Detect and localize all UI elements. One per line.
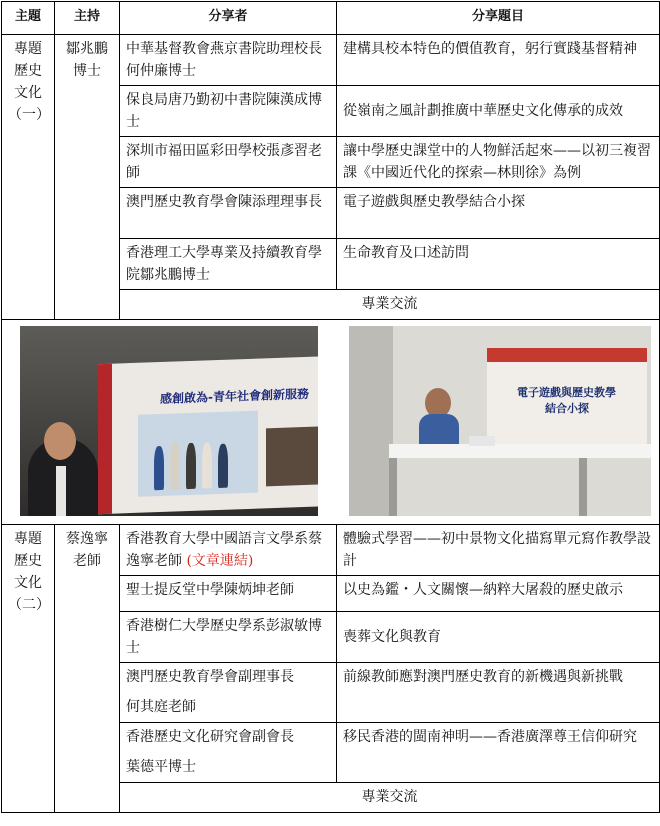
speaker-cell bbox=[120, 525, 337, 576]
header-speaker: 分享者 bbox=[120, 2, 337, 35]
speaker-line: 澳門歷史教育學會副理事長 bbox=[126, 669, 294, 685]
topic-cell: 建構具校本特色的價值教育，躬行實踐基督精神 bbox=[337, 35, 660, 86]
host-line: 老師 bbox=[73, 553, 101, 569]
speaker-text: 香港教育大學中國語言文學系蔡逸寧老師 bbox=[126, 531, 322, 569]
table-row bbox=[2, 525, 660, 576]
topic-cell: 以史為鑑・人文關懷—納粹大屠殺的歷史啟示 bbox=[337, 576, 660, 612]
speaker-cell: 保良局唐乃勤初中書院陳漢成博士 bbox=[120, 86, 337, 137]
header-row bbox=[2, 2, 660, 35]
theme-line: 文化 bbox=[14, 85, 42, 101]
topic-cell: 前線教師應對澳門歷史教育的新機遇與新挑戰 bbox=[337, 663, 660, 723]
article-link[interactable]: (文章連結) bbox=[186, 553, 254, 569]
header-topic: 分享題目 bbox=[337, 2, 660, 35]
topic-cell: 從嶺南之風計劃推廣中華歷史文化傳承的成效 bbox=[337, 86, 660, 137]
seminar-photo-right bbox=[349, 326, 651, 516]
speaker-cell: 澳門歷史教育學會陳添理理事長 bbox=[120, 188, 337, 239]
header-theme: 主題 bbox=[2, 2, 55, 35]
topic-cell: 電子遊戲與歷史教學結合小探 bbox=[337, 188, 660, 239]
speaker-cell bbox=[120, 723, 337, 783]
topic-cell: 體驗式學習——初中景物文化描寫單元寫作教學設計 bbox=[337, 525, 660, 576]
theme-line: 文化 bbox=[14, 575, 42, 591]
speaker-line: 何其庭老師 bbox=[126, 699, 196, 715]
slide-title-line1: 電子遊戲與歷史教學 bbox=[517, 386, 616, 399]
speaker-cell bbox=[120, 663, 337, 723]
header-host: 主持 bbox=[55, 2, 120, 35]
theme-line: 歷史 bbox=[14, 553, 42, 569]
speaker-line: 香港歷史文化研究會副會長 bbox=[126, 729, 294, 745]
topic-cell: 生命教育及口述訪問 bbox=[337, 239, 660, 290]
topic-cell: 移民香港的閩南神明——香港廣澤尊王信仰研究 bbox=[337, 723, 660, 783]
photos-cell bbox=[2, 320, 660, 525]
seminar-photo-left bbox=[20, 326, 318, 516]
topic-cell: 讓中學歷史課堂中的人物鮮活起來——以初三複習課《中國近代化的探索—林則徐》為例 bbox=[337, 137, 660, 188]
theme-line: 專題 bbox=[14, 531, 42, 547]
section2-host bbox=[55, 525, 120, 813]
professional-exchange: 專業交流 bbox=[120, 290, 660, 320]
speaker-cell: 香港樹仁大學歷史學系彭淑敏博士 bbox=[120, 612, 337, 663]
host-line: 博士 bbox=[73, 63, 101, 79]
topic-cell: 喪葬文化與教育 bbox=[337, 612, 660, 663]
theme-line: 歷史 bbox=[14, 63, 42, 79]
theme-line: （二） bbox=[8, 597, 50, 613]
speaker-cell: 香港理工大學專業及持續教育學院鄒兆鵬博士 bbox=[120, 239, 337, 290]
theme-line: 專題 bbox=[14, 41, 42, 57]
host-line: 蔡逸寧 bbox=[66, 531, 108, 547]
section2-theme bbox=[2, 525, 55, 813]
section1-theme bbox=[2, 35, 55, 320]
section1-host bbox=[55, 35, 120, 320]
speaker-cell: 中華基督教會燕京書院助理校長何仲廉博士 bbox=[120, 35, 337, 86]
professional-exchange: 專業交流 bbox=[120, 783, 660, 813]
speaker-line: 葉德平博士 bbox=[126, 759, 196, 775]
host-line: 鄒兆鵬 bbox=[66, 41, 108, 57]
photos-row bbox=[2, 320, 660, 525]
seminar-table bbox=[1, 1, 660, 813]
theme-line: （一） bbox=[8, 107, 50, 123]
speaker-cell: 深圳市福田區彩田學校張彥習老師 bbox=[120, 137, 337, 188]
slide-title: 感創啟為-青年社會創新服務 bbox=[160, 386, 309, 407]
table-row bbox=[2, 35, 660, 86]
slide-title-line2: 結合小探 bbox=[545, 402, 589, 415]
speaker-cell: 聖士提反堂中學陳炳坤老師 bbox=[120, 576, 337, 612]
